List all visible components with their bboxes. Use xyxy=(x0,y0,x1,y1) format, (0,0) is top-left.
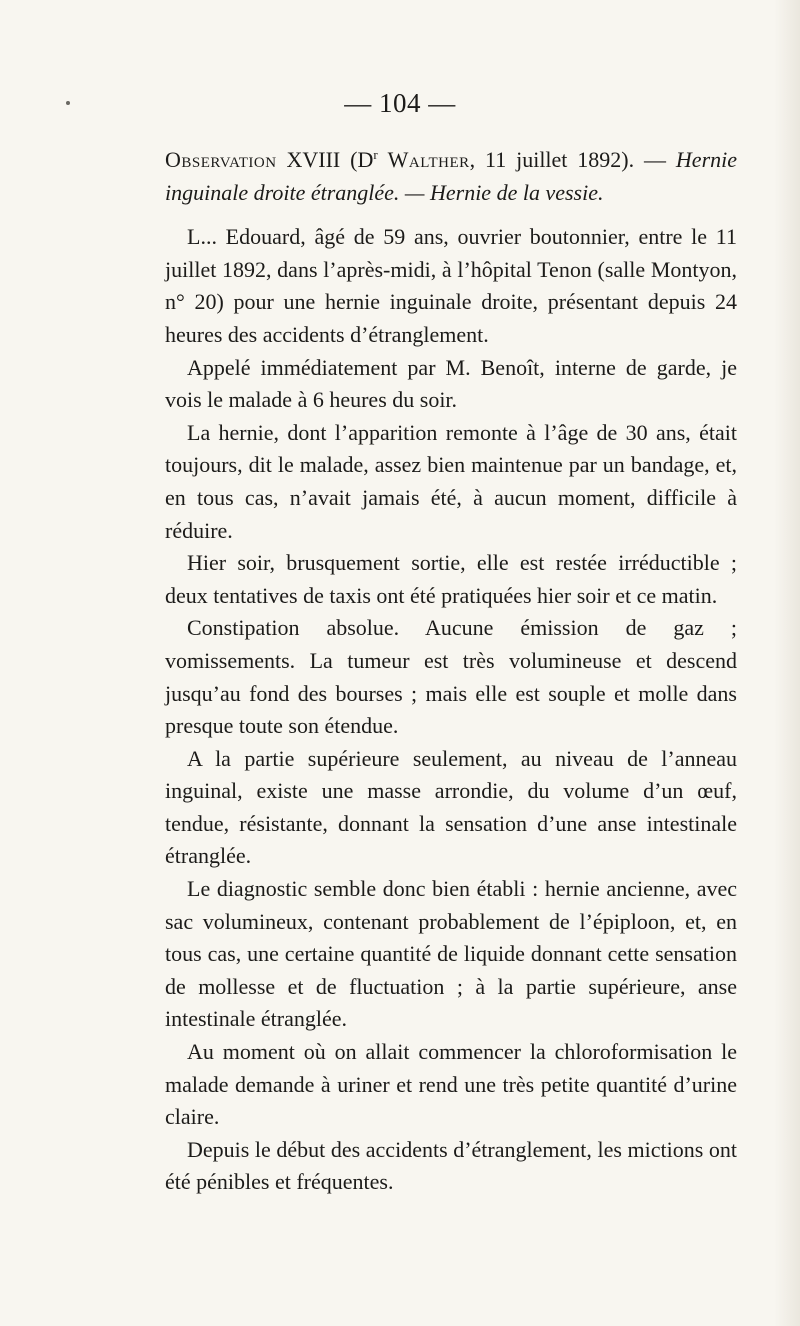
paragraph: Au moment où on allait commencer la chloroformisation le malade demande à uriner et rend une très petite quantité d’urine claire. xyxy=(165,1039,737,1130)
paragraph: Le diagnostic semble donc bien établi : hernie ancienne, avec sac volumineux, contenant probablement de l’épiploon, et, en tous cas, une certaine quantité de liquide donnant cette sensation de mollesse et de fluctuation ; à la partie supérieure, anse intestinale étranglée. xyxy=(165,876,737,1032)
page-edge-shadow xyxy=(774,0,800,1326)
paragraph: Constipation absolue. Aucune émission de gaz ; vomissements. La tumeur est très volumineuse et descend jusqu’au fond des bourses ; mais elle est souple et molle dans presque toute son étendue. xyxy=(165,615,737,739)
paragraph: Hier soir, brusquement sortie, elle est restée irréductible ; deux tentatives de taxis ont été pratiquées hier soir et ce matin. xyxy=(165,550,737,608)
observation-number: XVIII xyxy=(286,147,341,172)
paragraph: L... Edouard, âgé de 59 ans, ouvrier boutonnier, entre le 11 juillet 1892, dans l’après-midi, à l’hôpital Tenon (salle Montyon, n° 20) pour une hernie inguinale droite, présentant depuis 24 heures des accidents d’étranglement. xyxy=(165,224,737,347)
page-number: — 104 — xyxy=(344,88,456,118)
observation-label: Observation xyxy=(165,147,277,172)
author-sup: r xyxy=(373,147,378,162)
body-text xyxy=(165,144,737,1199)
observation-title xyxy=(165,144,737,209)
paragraph: Depuis le début des accidents d’étranglement, les mictions ont été pénibles et fréquentes. xyxy=(165,1136,737,1195)
paragraph: Appelé immédiatement par M. Benoît, interne de garde, je vois le malade à 6 heures du soir. xyxy=(165,354,737,413)
paragraph: La hernie, dont l’apparition remonte à l’âge de 30 ans, était toujours, dit le malade, assez bien maintenue par un bandage, et, en tous cas, n’avait jamais été, à aucun moment, difficile à réduire. xyxy=(165,419,737,543)
author-name: Walther xyxy=(387,147,470,172)
observation-date: , 11 juillet 1892). — xyxy=(469,147,676,172)
paragraph: A la partie supérieure seulement, au niveau de l’anneau inguinal, existe une masse arrondie, du volume d’un œuf, tendue, résistante, donnant la sensation d’une anse intestinale étranglée. xyxy=(165,745,737,869)
title-italic-part-2: inguinale droite étranglée. — Hernie de la vessie. xyxy=(165,179,604,205)
author-prefix: (D xyxy=(350,147,374,172)
title-italic-part-1: Hernie xyxy=(675,147,738,172)
